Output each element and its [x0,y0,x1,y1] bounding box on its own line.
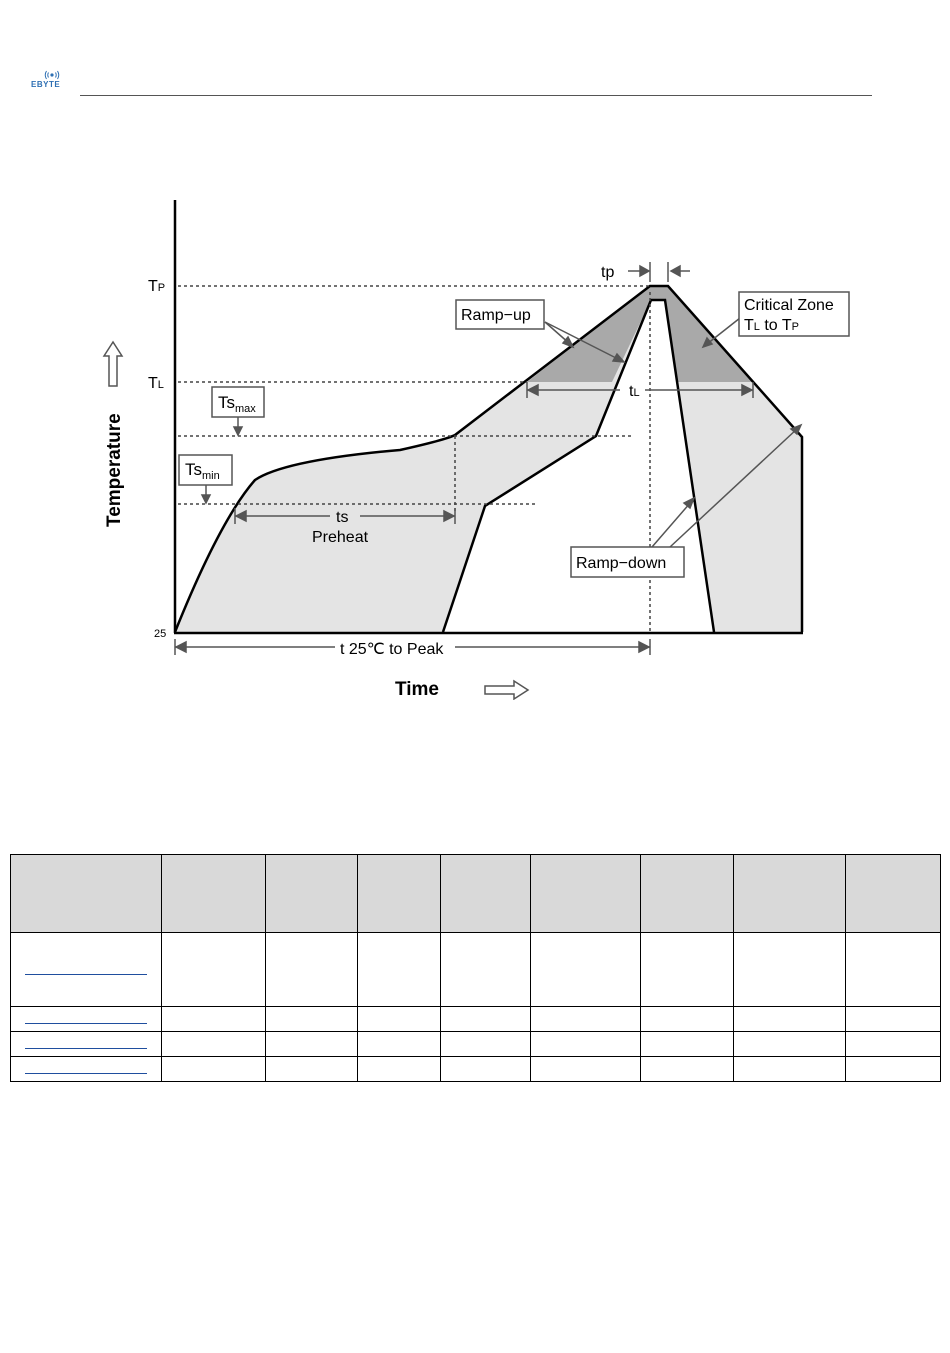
cz-to-tp: to T [759,317,792,334]
table-cell [266,1057,358,1082]
table-cell [846,1007,941,1032]
table-cell [266,1007,358,1032]
table-cell [846,1032,941,1057]
tl-time-main: t [629,383,634,400]
table-cell [531,1007,641,1032]
link-underline[interactable] [25,1023,147,1024]
table-link-cell[interactable] [11,933,162,1007]
table-header-cell [162,855,266,933]
tp-sub: P [157,282,166,294]
t25-to-peak-label: t 25℃ to Peak [340,641,444,658]
table-cell [358,1032,441,1057]
link-underline[interactable] [25,1073,147,1074]
tl-axis-label [148,375,164,392]
table-cell [162,1007,266,1032]
table-link-cell[interactable] [11,1032,162,1057]
table-row [11,1032,941,1057]
table-row [11,1057,941,1082]
reflow-profile-diagram [90,180,880,700]
tsmin-main: Ts [185,460,202,479]
table-cell [531,1032,641,1057]
cz-tp-sub: P [791,321,799,333]
table-header-cell [441,855,531,933]
table-link-cell[interactable] [11,1007,162,1032]
table-cell [441,1032,531,1057]
table-cell [266,933,358,1007]
y-axis-title: Temperature [104,413,125,527]
tp-axis-label [148,278,165,295]
table-header-cell [531,855,641,933]
up-arrow-icon [104,342,122,386]
table-header-row [11,855,941,933]
table-cell [734,1057,846,1082]
table-cell [641,933,734,1007]
ramp-down-label: Ramp−down [576,555,667,572]
table-cell [162,1057,266,1082]
page-header [0,0,950,100]
preheat-label: Preheat [312,529,369,546]
table-header-cell [734,855,846,933]
link-underline[interactable] [25,974,147,975]
table-cell [531,933,641,1007]
table-cell [358,933,441,1007]
temp-25-label: 25 [154,628,167,640]
table-cell [266,1032,358,1057]
reflow-parameters-table [10,854,941,1082]
table-cell [441,1057,531,1082]
table-header-cell [846,855,941,933]
table-header-cell [11,855,162,933]
table-cell [441,1007,531,1032]
table-cell [531,1057,641,1082]
table-cell [358,1007,441,1032]
table-cell [734,1007,846,1032]
critical-zone-line1: Critical Zone [744,297,834,314]
tp-time-label: tp [601,264,615,281]
tsmin-sub: min [202,470,220,482]
link-underline[interactable] [25,1048,147,1049]
tl-time-sub: L [633,387,640,399]
table-cell [441,933,531,1007]
x-axis-title: Time [395,679,440,700]
table-cell [846,1057,941,1082]
table-header-cell [266,855,358,933]
critical-zone-line2 [744,317,799,334]
cz-tl-sub: L [753,321,760,333]
table-cell [641,1007,734,1032]
table-cell [734,1032,846,1057]
header-divider [80,95,872,96]
right-arrow-icon [485,681,528,699]
tsmax-main: Ts [218,393,235,412]
tl-main: T [148,375,158,392]
table-header-cell [641,855,734,933]
logo-text: EBYTE [31,80,61,89]
table-cell [358,1057,441,1082]
ts-label: ts [336,509,349,526]
table-cell [162,1032,266,1057]
table-cell [162,933,266,1007]
tp-main: T [148,278,158,295]
table-link-cell[interactable] [11,1057,162,1082]
table-row [11,933,941,1007]
table-cell [734,933,846,1007]
ramp-up-label: Ramp−up [461,307,531,324]
table-cell [846,933,941,1007]
tsmax-sub: max [235,403,256,415]
table-header-cell [358,855,441,933]
table-cell [641,1032,734,1057]
cz-tl-main: T [744,317,754,334]
table-cell [641,1057,734,1082]
table-row [11,1007,941,1032]
tp-arrows [628,262,690,282]
tl-sub: L [157,379,164,391]
